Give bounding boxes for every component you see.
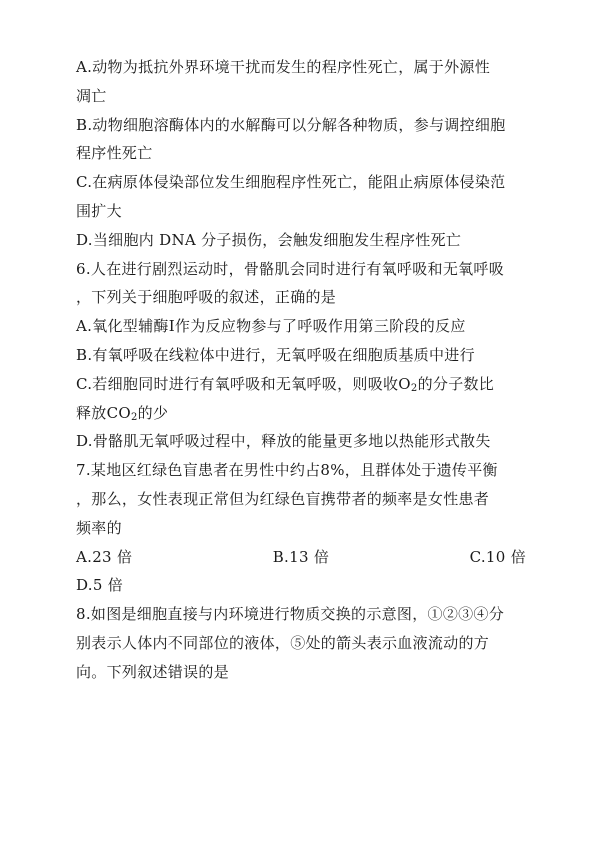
- q7-stem-line3: 频率的: [76, 518, 122, 537]
- q7-stem-line1: 7.某地区红绿色盲患者在男性中约占8%，且群体处于遗传平衡: [76, 461, 498, 480]
- q6-option-c-text-d: 的少: [137, 403, 169, 422]
- q5-option-a-line1: A.动物为抵抗外界环境干扰而发生的程序性死亡，属于外源性: [76, 58, 491, 76]
- q5-option-c-line2: 围扩大: [76, 201, 122, 220]
- q8-stem-line3: 向。下列叙述错误的是: [76, 662, 230, 681]
- q8-stem-line1: 8.如图是细胞直接与内环境进行物质交换的示意图，①②③④分: [76, 605, 505, 624]
- q5-option-c-line1: C.在病原体侵染部位发生细胞程序性死亡，能阻止病原体侵染范: [76, 173, 506, 192]
- q6-option-c-text-c: 释放CO: [76, 403, 131, 422]
- q7-option-b: B.13 倍: [272, 547, 330, 566]
- q6-stem-line2: ，下列关于细胞呼吸的叙述，正确的是: [76, 288, 337, 307]
- q7-option-d: D.5 倍: [76, 576, 124, 595]
- q6-option-c-line1: [76, 370, 526, 399]
- q6-option-c-text-b: 的分子数比: [417, 374, 495, 393]
- q5-option-b-line1: B.动物细胞溶酶体内的水解酶可以分解各种物质，参与调控细胞: [76, 115, 506, 134]
- q6-option-c-text-a: C.若细胞同时进行有氧呼吸和无氧呼吸，则吸收O: [76, 374, 411, 393]
- q7-stem-line2: ，那么，女性表现正常但为红绿色盲携带者的频率是女性患者: [76, 489, 490, 508]
- q5-option-a-line2: 凋亡: [76, 86, 107, 105]
- q6-option-c-subscript-co2: 2: [130, 411, 138, 423]
- q6-option-a: A.氧化型辅酶Ⅰ作为反应物参与了呼吸作用第三阶段的反应: [76, 317, 466, 336]
- q7-option-c: C.10 倍: [469, 547, 526, 566]
- q7-option-a: A.23 倍: [76, 547, 133, 566]
- document-page: [76, 53, 526, 687]
- q6-stem-line1: 6.人在进行剧烈运动时，骨骼肌会同时进行有氧呼吸和无氧呼吸: [76, 259, 505, 278]
- q6-option-d: D.骨骼肌无氧呼吸过程中，释放的能量更多地以热能形式散失: [76, 432, 491, 451]
- q5-option-d: D.当细胞内 DNA 分子损伤，会触发细胞发生程序性死亡: [76, 230, 462, 249]
- q5-option-b-line2: 程序性死亡: [76, 144, 153, 163]
- q6-option-c-subscript-o2: 2: [410, 382, 418, 394]
- q8-stem-line2: 别表示人体内不同部位的液体，⑤处的箭头表示血液流动的方: [76, 633, 490, 652]
- q7-options-row: [76, 543, 526, 572]
- q6-option-b: B.有氧呼吸在线粒体中进行，无氧呼吸在细胞质基质中进行: [76, 345, 475, 364]
- q6-option-c-line2: [76, 399, 526, 428]
